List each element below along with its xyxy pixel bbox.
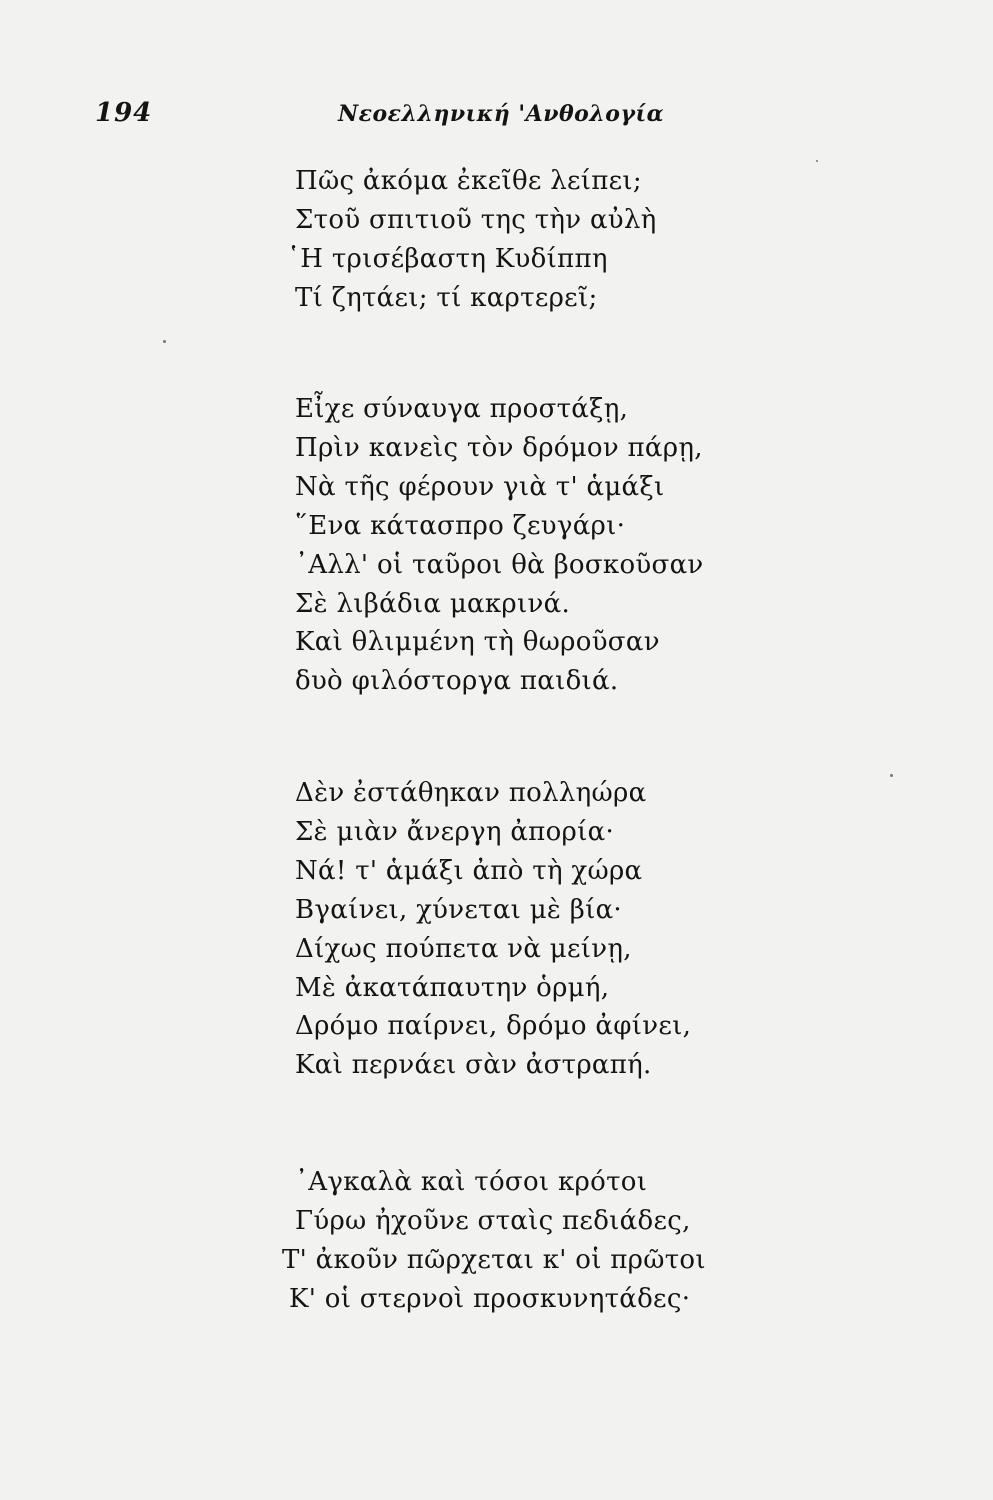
verse-line: Νὰ τῆς φέρουν γιὰ τ' ἁμάξι: [295, 471, 665, 502]
verse-line: Κ' οἱ στερνοὶ προσκυνητάδες·: [289, 1283, 691, 1314]
verse-line: ῾Η τρισέβαστη Κυδίππη: [287, 243, 608, 274]
stanza: [287, 162, 657, 318]
verse-line: ῞Ενα κάτασπρο ζευγάρι·: [295, 510, 626, 541]
stanza: [295, 390, 704, 701]
verse-line: Γύρω ἠχοῦνε σταὶς πεδιάδες,: [295, 1205, 691, 1236]
verse-line: Καὶ θλιμμένη τὴ θωροῦσαν: [295, 627, 660, 658]
verse-line: Δὲν ἐστάθηκαν πολληώρα: [295, 778, 647, 808]
verse-line: Μὲ ἀκατάπαυτην ὁρμή,: [295, 972, 610, 1003]
verse-line: Καὶ περνάει σὰν ἀστραπή.: [295, 1050, 652, 1081]
page-number: 194: [95, 98, 153, 128]
paper-speck: [816, 160, 818, 162]
verse-line: Εἶχε σύναυγα προστάξῃ,: [295, 394, 629, 424]
stanza: [295, 774, 691, 1085]
verse-line: δυὸ φιλόστοργα παιδιά.: [295, 666, 619, 697]
paper-speck: [890, 774, 893, 777]
verse-line: Πρὶν κανεὶς τὸν δρόμον πάρῃ,: [295, 432, 703, 463]
verse-line: Σὲ μιὰν ἄνεργη ἀπορία·: [295, 816, 615, 847]
verse-line: ᾿Αγκαλὰ καὶ τόσοι κρότοι: [295, 1167, 648, 1197]
running-head: Νεοελληνική 'Ανθολογία: [338, 101, 665, 127]
verse-line: Πῶς ἀκόμα ἐκεῖθε λείπει;: [295, 166, 642, 196]
stanza: [282, 1163, 706, 1319]
verse-line: Δρόμο παίρνει, δρόμο ἀφίνει,: [295, 1011, 692, 1042]
verse-line: Στοῦ σπιτιοῦ της τὴν αὐλὴ: [295, 204, 657, 235]
verse-line: Σὲ λιβάδια μακρινά.: [295, 588, 571, 619]
verse-line: Βγαίνει, χύνεται μὲ βία·: [295, 894, 622, 925]
verse-line: Νά! τ' ἁμάξι ἀπὸ τὴ χώρα: [295, 855, 643, 886]
verse-line: Τί ζητάει; τί καρτερεῖ;: [295, 282, 598, 313]
verse-line: Τ' ἀκοῦν πῶρχεται κ' οἱ πρῶτοι: [282, 1244, 706, 1275]
paper-speck: [163, 340, 166, 343]
verse-line: ᾿Αλλ' οἱ ταῦροι θὰ βοσκοῦσαν: [295, 549, 704, 580]
verse-line: Δίχως πούπετα νὰ μείνῃ,: [295, 933, 632, 964]
